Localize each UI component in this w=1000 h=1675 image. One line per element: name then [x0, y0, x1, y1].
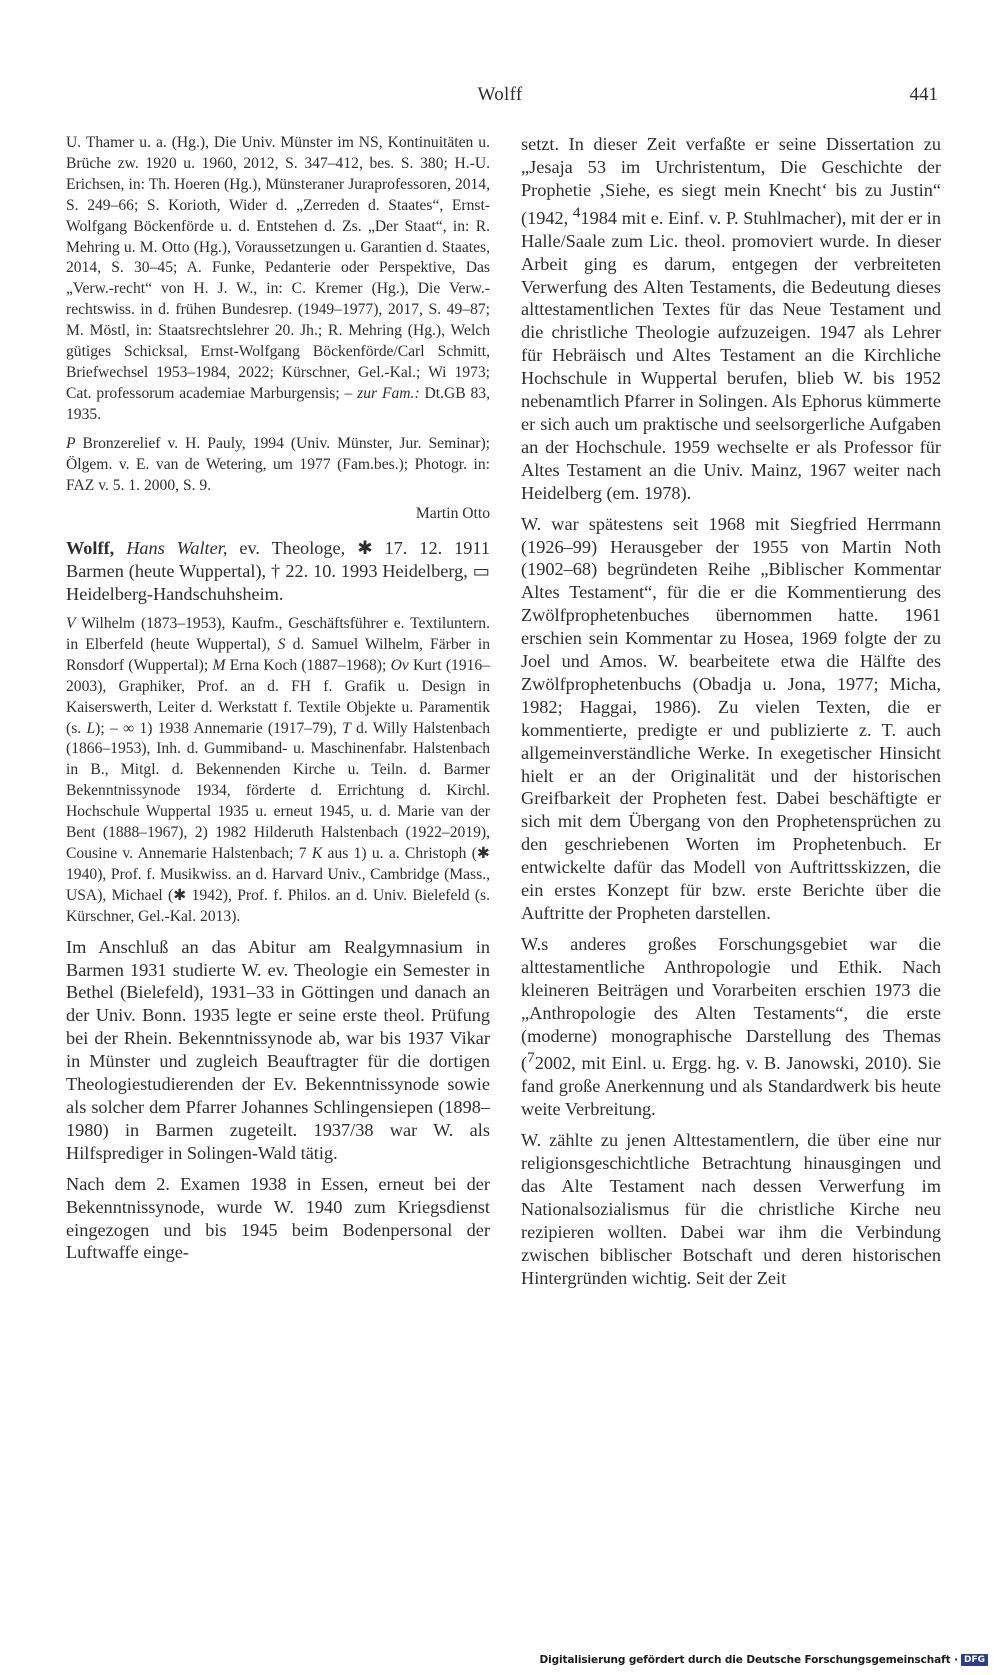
previous-entry-literature: U. Thamer u. a. (Hg.), Die Univ. Münster im NS, Kontinuitäten u. Brüche zw. 1920 u. 1960, 2012, S. 347–412, bes. S. 380; H.-U. Erichsen, in: Th. Hoeren (Hg.), Münsteraner Juraprofessoren, 2014, S. 249–66; S. Korioth, Wider d. „Zerreden d. Staates“, Ernst-Wolfgang Böckenförde u. d. Entstehen d. Zs. „Der Staat“, in: R. Mehring u. M. Otto (Hg.), Voraussetzungen u. Garantien d. Staates, 2014, S. 30–45; A. Funke, Pedanterie oder Perspektive, Das „Verw.-recht“ von H. J. W., in: C. Kremer (Hg.), Die Verw.-rechtswiss. in d. frühen Bundesrep. (1949–1977), 2017, S. 49–87; M. Möstl, in: Staatsrechtslehrer 20. Jh.; R. Mehring (Hg.), Welch gütiges Schicksal, Ernst-Wolfgang Böckenförde/Carl Schmitt, Briefwechsel 1953–1984, 2022; Kürschner, Gel.-Kal.; Wi 1973; Cat. professorum academiae Marburgensis; – zur Fam.: Dt.GB 83, 1935. [66, 134, 490, 423]
biography-paragraph-1: Im Anschluß an das Abitur am Realgymnasium in Barmen 1931 studierte W. ev. Theologie ein Semester in Bethel (Bielefeld), 1931–33 in Göttingen und danach an der Univ. Bonn. 1935 legte er seine erste theol. Prüfung bei der Rhein. Bekenntnissynode ab, war bis 1937 Vikar in Münster und zugleich Beauftragter für die dortigen Theologiestudierenden der Ev. Bekenntnissynode sowie als solcher dem Pfarrer Johannes Schlingensiepen (1898–1980) in Barmen zugeteilt. 1937/38 war W. als Hilfsprediger in Solingen-Wald tätig. [66, 936, 490, 1163]
page-number: 441 [909, 84, 938, 105]
genealogy: V Wilhelm (1873–1953), Kaufm., Geschäftsführer e. Textiluntern. in Elberfeld (heute Wuppertal), S d. Samuel Wilhelm, Färber in Ronsdorf (Wuppertal); M Erna Koch (1887–1968); Ov Kurt (1916–2003), Graphiker, Prof. an d. FH f. Grafik u. Design in Kaiserswerth, Leiter d. Werkstatt f. Textile Objekte u. Paramentik (s. L); – ∞ 1) 1938 Annemarie (1917–79), T d. Willy Halstenbach (1866–1953), Inh. d. Gummiband- u. Maschinenfabr. Halstenbach in B., Mitgl. d. Bekennenden Kirche u. Teiln. d. Barmer Bekenntnissynode 1934, förderte d. Errichtung d. Kirchl. Hochschule Wuppertal 1935 u. erneut 1945, u. d. Marie van der Bent (1888–1967), 2) 1982 Hilderuth Halstenbach (1922–2019), Cousine v. Annemarie Halstenbach; 7 K aus 1) u. a. Christoph (✱ 1940), Prof. f. Musikwiss. an d. Harvard Univ., Cambridge (Mass., USA), Michael (✱ 1942), Prof. f. Philos. an d. Univ. Bielefeld (s. Kürschner, Gel.-Kal. 2013). [66, 615, 491, 925]
right-column [521, 133, 941, 1290]
biography-paragraph-2-part-a: Nach dem 2. Examen 1938 in Essen, erneut bei der Bekenntnissynode, wurde W. 1940 zum Kriegsdienst eingezogen und bis 1945 beim Bodenpersonal der Luftwaffe einge- [66, 1173, 490, 1263]
entry-heading: Wolff, Hans Walter, ev. Theologe, ✱ 17. 12. 1911 Barmen (heute Wuppertal), † 22. 10. 1993 Heidelberg, ▭ Heidelberg-Handschuhsheim. [66, 538, 490, 605]
biography-paragraph-2-continued: setzt. In dieser Zeit verfaßte er seine Dissertation zu „Jesaja 53 im Urchristentum, Die Geschichte der Prophetie ‚Siehe, es siegt mein Knecht‘ bis zu Justin“ (1942, $^4$1984 mit e. Einf. v. P. Stuhlmacher), mit der er in Halle/Saale zum Lic. theol. promoviert wurde. In dieser Arbeit ging es darum, entgegen der verbreiteten Verwerfung des Alten Testaments, die Bedeutung dieses alttestamentlichen Textes für das Neue Testament und die christliche Theologie aufzuzeigen. 1947 als Lehrer für Hebräisch und Altes Testament an die Kirchliche Hochschule in Wuppertal berufen, blieb W. bis 1952 nebenamtlich Pfarrer in Solingen. Als Ephorus kümmerte er sich auch um praktische und seelsorgerliche Aufgaben an der Hochschule. 1959 wechselte er als Professor für Altes Testament an die Univ. Mainz, 1967 weiter nach Heidelberg (em. 1978). [521, 134, 941, 503]
entry-given-names: Hans Walter, [126, 538, 228, 559]
dfg-logo-icon: DFG [961, 1654, 988, 1666]
grave-symbol-icon: ▭ [472, 561, 490, 582]
biography-paragraph-3: W. war spätestens seit 1968 mit Siegfried Herrmann (1926–99) Herausgeber der 1955 von Martin Noth (1902–68) begründeten Reihe „Biblischer Kommentar Altes Testament“, für die er die Kommentierung des Zwölfprophetenbuches übernommen hatte. 1961 erschien sein Kommentar zu Hosea, 1969 folgte der zu Joel und Amos. W. bearbeitete etwa die Hälfte des Zwölfprophetenbuchs (Obadja u. Jona, 1977; Micha, 1982; Haggai, 1986). Zu vielen Texten, die er kommentierte, predigte er und publizierte z. T. auch allgemeinverständliche Werke. In exegetischer Hinsicht hielt er an der Originalität und der historischen Greifbarkeit der Propheten fest. Dabei beschäftigte er sich mit dem Übergang von den Prophetensprüchen zu den geschriebenen Worten im Prophetenbuch. Er entwickelte dafür das Modell von Auftrittsskizzen, die ein erstes Konzept für bzw. erste Berichte über die Auftritte der Propheten darstellen. [521, 513, 941, 923]
digitization-credit [539, 1652, 988, 1668]
entry-surname: Wolff, [66, 538, 115, 559]
credit-text: Digitalisierung gefördert durch die Deutsche Forschungsgemeinschaft · [539, 1654, 958, 1666]
biography-paragraph-4: W.s anderes großes Forschungsgebiet war die alttestamentliche Anthropologie und Ethik. Nach kleineren Beiträgen und Vorarbeiten erschien 1973 die „Anthropologie des Alten Testaments“, die erste (moderne) monographische Darstellung des Themas ($^7$2002, mit Einl. u. Ergg. hg. v. B. Janowski, 2010). Sie fand große Anerkennung und als Standardwerk bis heute weite Verbreitung. [521, 933, 941, 1120]
biography-paragraph-2 [66, 1173, 490, 1265]
running-title: Wolff [477, 84, 523, 105]
biography-paragraph-5: W. zählte zu jenen Alttestamentlern, die über eine nur religionsgeschichtliche Betrachtung hinausgingen und das Alte Testament nach dessen Verwerfung im Nationalsozialismus für die christliche Kirche neu rezipieren wollten. Dabei war ihm die Verbindung zwischen biblischer Botschaft und deren historischen Hintergründen wichtig. Seit der Zeit [521, 1130, 941, 1288]
death-cross-icon: † [271, 561, 281, 582]
previous-entry-author: Martin Otto [415, 505, 490, 523]
running-head [0, 84, 1000, 110]
previous-entry-portraits: P Bronzerelief v. H. Pauly, 1994 (Univ. Münster, Jur. Seminar); Ölgem. v. E. van de Wetering, um 1977 (Fam.bes.); Photogr. in: FAZ v. 5. 1. 2000, S. 9. [66, 434, 490, 494]
birth-symbol-icon: ✱ [357, 538, 373, 559]
left-column [66, 133, 490, 1264]
marriage-symbol-icon: ∞ [123, 719, 135, 737]
